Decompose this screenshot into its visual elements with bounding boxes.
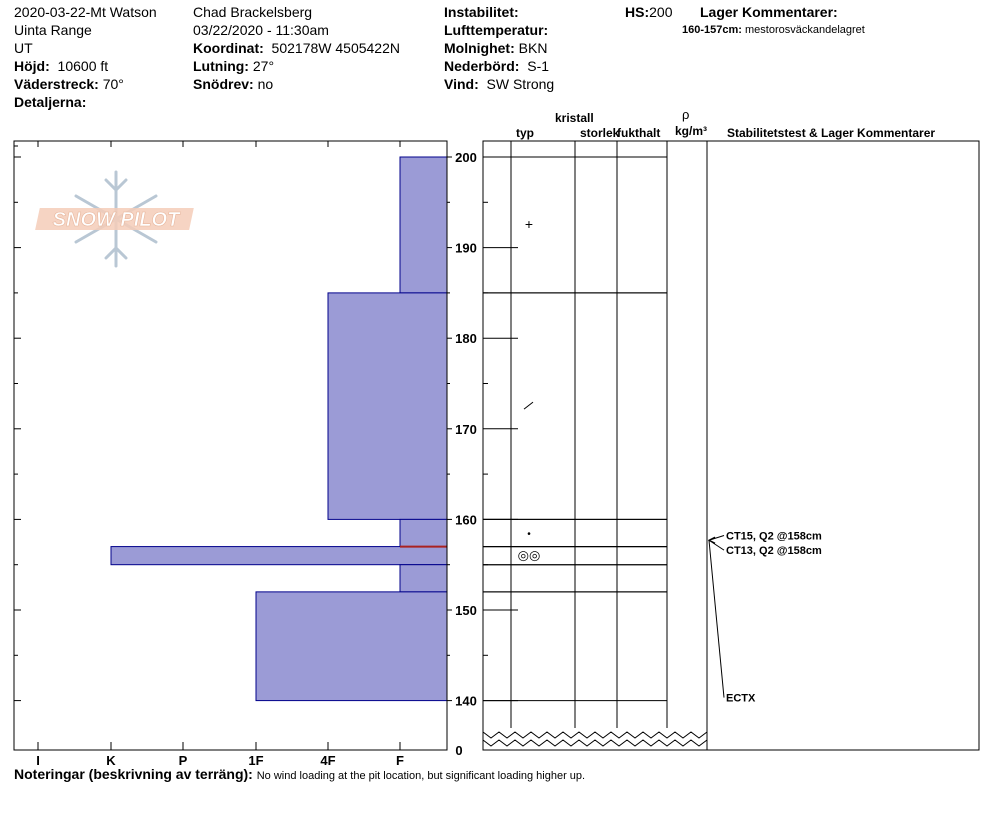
hardness-tick-label: K <box>106 753 116 768</box>
moisture-header: fukthalt <box>617 126 661 140</box>
state-name: UT <box>14 40 33 56</box>
hardness-layer <box>111 547 447 565</box>
size-header: storlek <box>580 126 620 140</box>
grain-symbol: • <box>527 528 531 540</box>
zigzag-break <box>483 732 707 738</box>
hardness-layer <box>400 157 447 293</box>
crystal-table-frame <box>483 141 707 750</box>
hardness-layer <box>328 293 447 520</box>
sky-value: BKN <box>518 40 548 56</box>
layer-comment-text: mestorosväckandelagret <box>745 24 865 36</box>
notes-row <box>14 766 585 783</box>
hardness-layer <box>400 565 447 592</box>
aspect-value: 70° <box>102 76 124 92</box>
grain-symbol <box>524 402 533 409</box>
height-tick-label: 140 <box>455 693 477 709</box>
height-tick-label: 160 <box>455 512 477 528</box>
comments-frame <box>707 141 979 750</box>
height-tick-label: 150 <box>455 603 477 618</box>
profile-marks <box>518 216 822 705</box>
height-tick-label: 190 <box>455 240 477 256</box>
instability-label: Instabilitet: <box>444 4 519 20</box>
layer-comments-label: Lager Kommentarer: <box>700 4 838 20</box>
notes-text: No wind loading at the pit location, but significant loading higher up. <box>256 770 586 782</box>
stability-arrow <box>709 540 724 697</box>
wind-label: Vind: <box>444 76 479 92</box>
precip-value: S-1 <box>527 58 550 74</box>
height-zero-label: 0 <box>455 743 463 758</box>
hardness-tick-label: P <box>178 753 188 768</box>
crystal-header: kristall <box>555 111 594 125</box>
observer-name: Chad Brackelsberg <box>193 4 313 20</box>
hardness-tick-label: 4F <box>320 753 336 768</box>
pit-title: 2020-03-22-Mt Watson <box>14 4 157 20</box>
sky-label: Molnighet: <box>444 40 515 56</box>
air-temp-label: Lufttemperatur: <box>444 22 549 38</box>
wind-loading-label: Snödrev: <box>193 76 254 92</box>
wind-loading-value: no <box>257 76 274 92</box>
observation-datetime: 03/22/2020 - 11:30am <box>193 22 329 38</box>
hardness-tick-label: F <box>396 753 404 768</box>
logo-text: SNOW PILOT <box>52 209 180 231</box>
notes-label: Noteringar (beskrivning av terräng): <box>14 766 253 782</box>
elevation-value: 10600 ft <box>57 58 109 74</box>
height-tick-label: 170 <box>455 421 477 437</box>
hardness-tick-label: I <box>36 753 40 768</box>
hardness-tick-label: 1F <box>248 753 264 768</box>
snowpilot-logo <box>35 172 194 266</box>
height-tick-label: 200 <box>455 150 477 165</box>
coordinate-value: 502178W 4505422N <box>271 40 400 56</box>
stability-test-label: CT13, Q2 @158cm <box>726 545 822 558</box>
slope-label: Lutning: <box>193 58 249 74</box>
hardness-layer <box>400 519 447 546</box>
grain-symbol: ◎◎ <box>517 547 541 563</box>
wind-value: SW Strong <box>486 76 555 92</box>
hs-label: HS: <box>625 4 650 20</box>
stability-test-label: ECTX <box>726 692 756 705</box>
aspect-label: Väderstreck: <box>14 76 99 92</box>
type-header: typ <box>516 126 534 140</box>
stability-test-label: CT15, Q2 @158cm <box>726 530 822 543</box>
elevation-label: Höjd: <box>14 58 50 74</box>
height-tick-label: 180 <box>455 331 477 347</box>
profile-grid <box>14 141 979 768</box>
density-unit: kg/m³ <box>675 124 708 138</box>
hardness-layers <box>111 157 447 701</box>
layer-comment-range: 160-157cm: <box>682 24 742 36</box>
precip-label: Nederbörd: <box>444 58 520 74</box>
hs-value: 200 <box>649 4 673 20</box>
stability-header: Stabilitetstest & Lager Kommentarer <box>727 126 936 140</box>
slope-value: 27° <box>252 58 275 74</box>
details-label: Detaljerna: <box>14 94 87 110</box>
hardness-layer <box>256 592 447 701</box>
zigzag-break <box>483 740 707 746</box>
density-symbol: ρ <box>682 107 690 122</box>
coordinate-label: Koordinat: <box>193 40 264 56</box>
range-name: Uinta Range <box>14 22 92 38</box>
grain-symbol: + <box>524 215 534 232</box>
